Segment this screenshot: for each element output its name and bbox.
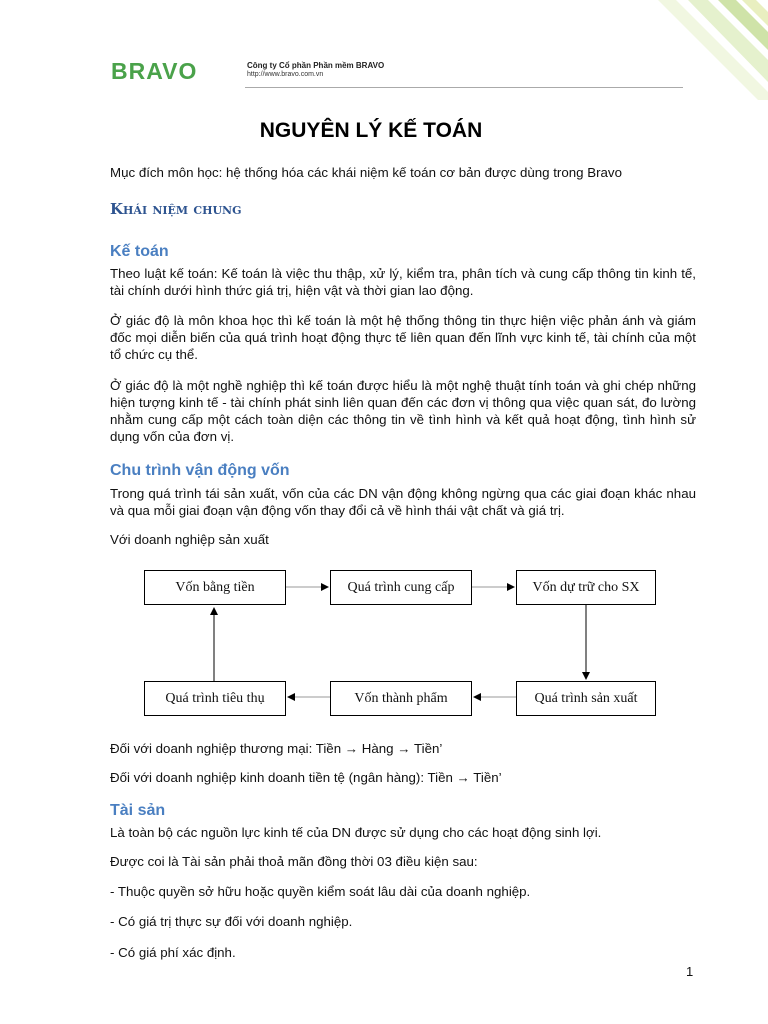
box-von-bang-tien: Vốn bằng tiền: [144, 570, 286, 605]
tai-san-bullet-1: - Thuộc quyền sở hữu hoặc quyền kiểm soát lâu dài của doanh nghiệp.: [110, 884, 531, 899]
heading-ke-toan: Kế toán: [110, 243, 169, 260]
page-number: 1: [686, 964, 694, 979]
tai-san-bullet-2: - Có giá trị thực sự đối với doanh nghiệp.: [110, 914, 353, 929]
box-qua-trinh-cung-cap: Quá trình cung cấp: [330, 570, 472, 605]
ke-toan-paragraph-3: Ở giác độ là một nghề nghiệp thì kế toán được hiểu là một nghệ thuật tính toán và ghi chép những hiện tượng kinh tế - tài chính phát sinh liên quan đến các đơn vị thông qua việc quan sát, đo lường nhằm cung cấp một cách toàn diện các thông tin về tình hình và kết quả hoạt động, tình hình sử dụng vốn của đơn vị.: [110, 378, 696, 444]
chu-trinh-ngan-hang: Đối với doanh nghiệp kinh doanh tiền tệ (ngân hàng): Tiền → Tiền’: [110, 770, 502, 785]
box-qua-trinh-san-xuat: Quá trình sản xuất: [516, 681, 656, 716]
company-name: Công ty Cổ phần Phần mềm BRAVO: [247, 61, 385, 70]
chu-trinh-thuong-mai: Đối với doanh nghiệp thương mại: Tiền → Hàng → Tiền’: [110, 741, 443, 756]
chu-trinh-paragraph-1: Trong quá trình tái sản xuất, vốn của các DN vận động không ngừng qua các giai đoạn khác nhau và qua mỗi giai đoạn vận động vốn thay đổi cả về hình thái vật chất và giá trị.: [110, 486, 696, 518]
box-von-du-tru: Vốn dự trữ cho SX: [516, 570, 656, 605]
box-von-thanh-pham: Vốn thành phẩm: [330, 681, 472, 716]
heading-tai-san: Tài sản: [110, 802, 166, 819]
page-title: NGUYÊN LÝ KẾ TOÁN: [259, 119, 483, 142]
tai-san-bullet-3: - Có giá phí xác định.: [110, 945, 236, 960]
tai-san-paragraph-2: Được coi là Tài sản phải thoả mãn đồng thời 03 điều kiện sau:: [110, 854, 478, 869]
section-heading: Khái niệm chung: [110, 200, 242, 218]
bravo-logo: BRAVO: [111, 58, 198, 84]
company-website: http://www.bravo.com.vn: [247, 71, 324, 78]
intro-text: Mục đích môn học: hệ thống hóa các khái niệm kế toán cơ bản được dùng trong Bravo: [110, 165, 622, 180]
ke-toan-paragraph-1: Theo luật kế toán: Kế toán là việc thu thập, xử lý, kiểm tra, phân tích và cung cấp thông tin kinh tế, tài chính dưới hình thức giá trị, hiện vật và thời gian lao động.: [110, 266, 696, 298]
ke-toan-paragraph-2: Ở giác độ là môn khoa học thì kế toán là một hệ thống thông tin thực hiện việc phản ánh và giám đốc mọi diễn biến của quá trình hoạt động thực tế liên quan đến lĩnh vực kinh tế, tài chính của một tổ chức cụ thể.: [110, 313, 696, 362]
tai-san-paragraph-1: Là toàn bộ các nguồn lực kinh tế của DN được sử dụng cho các hoạt động sinh lợi.: [110, 825, 602, 840]
heading-chu-trinh: Chu trình vận động vốn: [110, 462, 290, 479]
chu-trinh-paragraph-2: Với doanh nghiệp sản xuất: [110, 532, 269, 547]
box-qua-trinh-tieu-thu: Quá trình tiêu thụ: [144, 681, 286, 716]
